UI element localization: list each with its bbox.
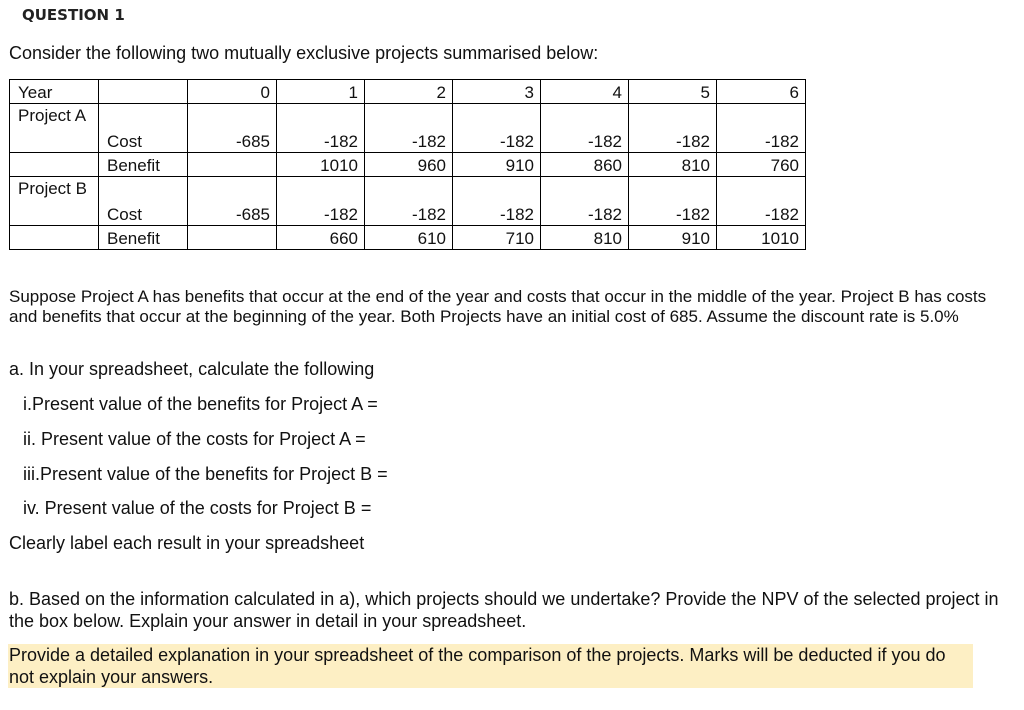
year-cell: 6 <box>717 80 806 104</box>
part-a-item-3: iii.Present value of the benefits for Project B = <box>23 464 388 484</box>
cost-cell: -182 <box>453 177 541 226</box>
cost-cell: -182 <box>277 177 365 226</box>
benefit-cell <box>188 153 277 177</box>
highlighted-instruction: Provide a detailed explanation in your spreadsheet of the comparison of the projects. Marks will be deducted if you do not explain your answers. <box>8 644 973 688</box>
cost-cell: -685 <box>188 104 277 153</box>
cost-cell: -182 <box>365 104 453 153</box>
project-a-cost-row <box>10 104 806 153</box>
project-a-benefit-row <box>10 153 806 177</box>
benefit-cell: 660 <box>277 226 365 250</box>
empty-cell <box>10 226 99 250</box>
benefit-cell: 910 <box>629 226 717 250</box>
cost-cell: -182 <box>629 104 717 153</box>
projects-table <box>9 79 806 250</box>
year-cell: 0 <box>188 80 277 104</box>
benefit-label: Benefit <box>99 226 188 250</box>
scenario-text: Suppose Project A has benefits that occur at the end of the year and costs that occur in the middle of the year. Project B has costs and benefits that occur at the beginning of the year. Both Projects have an initial cost of 685. Assume the discount rate is 5.0% <box>9 287 987 326</box>
cost-cell: -182 <box>453 104 541 153</box>
year-cell: 4 <box>541 80 629 104</box>
benefit-cell: 760 <box>717 153 806 177</box>
project-b-cost-row <box>10 177 806 226</box>
benefit-cell: 1010 <box>717 226 806 250</box>
intro-text: Consider the following two mutually exclusive projects summarised below: <box>9 43 599 63</box>
benefit-label: Benefit <box>99 153 188 177</box>
cost-cell: -685 <box>188 177 277 226</box>
part-a-note: Clearly label each result in your spreadsheet <box>9 533 365 553</box>
cost-cell: -182 <box>277 104 365 153</box>
benefit-cell <box>188 226 277 250</box>
benefit-cell: 810 <box>629 153 717 177</box>
part-a-item-2: ii. Present value of the costs for Project A = <box>23 429 366 449</box>
project-b-name: Project B <box>10 177 99 226</box>
benefit-cell: 810 <box>541 226 629 250</box>
question-title: QUESTION 1 <box>22 6 125 24</box>
benefit-cell: 710 <box>453 226 541 250</box>
year-cell: 2 <box>365 80 453 104</box>
project-a-name: Project A <box>10 104 99 153</box>
part-b-text: b. Based on the information calculated in a), which projects should we undertake? Provide the NPV of the selected project in the box below. Explain your answer in detail in your spreadsheet. <box>9 589 999 631</box>
cost-cell: -182 <box>365 177 453 226</box>
year-cell: 5 <box>629 80 717 104</box>
empty-cell <box>10 153 99 177</box>
cost-cell: -182 <box>629 177 717 226</box>
cost-cell: -182 <box>541 177 629 226</box>
cost-cell: -182 <box>717 104 806 153</box>
benefit-cell: 960 <box>365 153 453 177</box>
cost-cell: -182 <box>541 104 629 153</box>
part-a-item-4: iv. Present value of the costs for Project B = <box>23 498 372 518</box>
project-b-benefit-row <box>10 226 806 250</box>
benefit-cell: 860 <box>541 153 629 177</box>
benefit-cell: 910 <box>453 153 541 177</box>
year-cell: 1 <box>277 80 365 104</box>
benefit-cell: 1010 <box>277 153 365 177</box>
year-label: Year <box>10 80 99 104</box>
cost-label: Cost <box>99 104 188 153</box>
empty-cell <box>99 80 188 104</box>
part-a-heading: a. In your spreadsheet, calculate the following <box>9 359 375 379</box>
part-a-item-1: i.Present value of the benefits for Project A = <box>23 394 378 414</box>
year-cell: 3 <box>453 80 541 104</box>
year-row <box>10 80 806 104</box>
benefit-cell: 610 <box>365 226 453 250</box>
cost-label: Cost <box>99 177 188 226</box>
cost-cell: -182 <box>717 177 806 226</box>
